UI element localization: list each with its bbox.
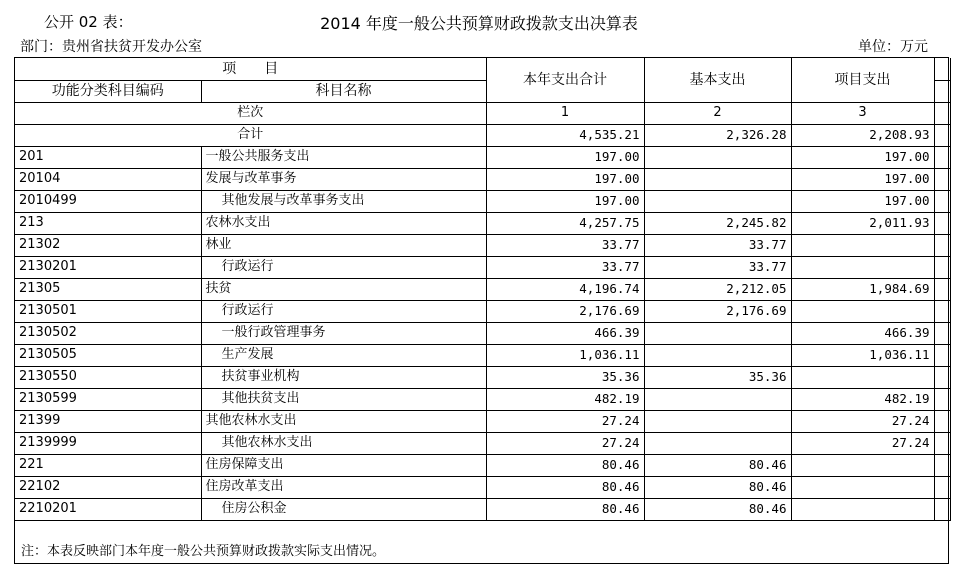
summary-project: 2,208.93 xyxy=(791,124,934,146)
table-row xyxy=(15,388,950,410)
blank-cell xyxy=(934,278,950,300)
row-project: 197.00 xyxy=(791,146,934,168)
row-name: 林业 xyxy=(201,234,486,256)
row-project xyxy=(791,300,934,322)
row-total: 27.24 xyxy=(486,410,644,432)
table-row xyxy=(15,190,950,212)
row-code: 201 xyxy=(15,146,201,168)
blank-cell xyxy=(934,102,950,124)
row-name: 其他农林水支出 xyxy=(201,432,486,454)
blank-cell xyxy=(934,212,950,234)
summary-basic: 2,326.28 xyxy=(644,124,791,146)
row-basic xyxy=(644,344,791,366)
row-total: 33.77 xyxy=(486,256,644,278)
code-header: 功能分类科目编码 xyxy=(15,80,201,102)
row-name: 扶贫 xyxy=(201,278,486,300)
blank-cell xyxy=(934,432,950,454)
index-project: 3 xyxy=(791,102,934,124)
row-name: 其他扶贫支出 xyxy=(201,388,486,410)
table-row xyxy=(15,234,950,256)
index-total: 1 xyxy=(486,102,644,124)
row-name: 住房公积金 xyxy=(201,498,486,520)
row-basic: 35.36 xyxy=(644,366,791,388)
row-code: 221 xyxy=(15,454,201,476)
row-project: 466.39 xyxy=(791,322,934,344)
row-name: 住房改革支出 xyxy=(201,476,486,498)
blank-cell xyxy=(934,344,950,366)
row-basic: 80.46 xyxy=(644,454,791,476)
row-name: 扶贫事业机构 xyxy=(201,366,486,388)
row-project: 2,011.93 xyxy=(791,212,934,234)
table-row xyxy=(15,212,950,234)
basic-header: 基本支出 xyxy=(644,58,791,102)
blank-cell xyxy=(934,322,950,344)
table-row xyxy=(15,256,950,278)
row-basic: 2,245.82 xyxy=(644,212,791,234)
row-basic xyxy=(644,322,791,344)
index-label: 栏次 xyxy=(15,102,486,124)
row-code: 2010499 xyxy=(15,190,201,212)
row-code: 21399 xyxy=(15,410,201,432)
row-total: 35.36 xyxy=(486,366,644,388)
blank-cell xyxy=(934,454,950,476)
row-name: 其他农林水支出 xyxy=(201,410,486,432)
row-code: 20104 xyxy=(15,168,201,190)
row-basic xyxy=(644,168,791,190)
row-name: 发展与改革事务 xyxy=(201,168,486,190)
row-code: 2130502 xyxy=(15,322,201,344)
table-row xyxy=(15,300,950,322)
table-row xyxy=(15,410,950,432)
row-total: 33.77 xyxy=(486,234,644,256)
row-total: 2,176.69 xyxy=(486,300,644,322)
blank-cell xyxy=(934,256,950,278)
name-header: 科目名称 xyxy=(201,80,486,102)
table-row xyxy=(15,168,950,190)
row-name: 一般行政管理事务 xyxy=(201,322,486,344)
row-code: 2130501 xyxy=(15,300,201,322)
table-code-label: 公开 02 表： xyxy=(44,13,133,31)
row-basic: 80.46 xyxy=(644,476,791,498)
row-code: 213 xyxy=(15,212,201,234)
row-project: 197.00 xyxy=(791,190,934,212)
row-name: 住房保障支出 xyxy=(201,454,486,476)
index-basic: 2 xyxy=(644,102,791,124)
page-title: 2014 年度一般公共预算财政拨款支出决算表 xyxy=(320,14,638,33)
row-code: 22102 xyxy=(15,476,201,498)
row-name: 农林水支出 xyxy=(201,212,486,234)
row-total: 4,257.75 xyxy=(486,212,644,234)
summary-total: 4,535.21 xyxy=(486,124,644,146)
row-name: 其他发展与改革事务支出 xyxy=(201,190,486,212)
summary-label: 合计 xyxy=(15,124,486,146)
row-total: 197.00 xyxy=(486,168,644,190)
blank-cell xyxy=(934,124,950,146)
item-header: 项 目 xyxy=(15,58,486,80)
row-project xyxy=(791,366,934,388)
row-basic: 33.77 xyxy=(644,256,791,278)
blank-cell xyxy=(934,476,950,498)
row-project: 482.19 xyxy=(791,388,934,410)
table-row xyxy=(15,146,950,168)
row-code: 2130550 xyxy=(15,366,201,388)
row-total: 80.46 xyxy=(486,454,644,476)
row-total: 4,196.74 xyxy=(486,278,644,300)
row-name: 行政运行 xyxy=(201,300,486,322)
row-project xyxy=(791,256,934,278)
row-total: 80.46 xyxy=(486,476,644,498)
row-basic xyxy=(644,388,791,410)
row-total: 482.19 xyxy=(486,388,644,410)
row-total: 27.24 xyxy=(486,432,644,454)
row-basic: 2,212.05 xyxy=(644,278,791,300)
blank-cell xyxy=(934,366,950,388)
row-total: 197.00 xyxy=(486,190,644,212)
blank-cell xyxy=(934,146,950,168)
blank-cell xyxy=(934,300,950,322)
table-row xyxy=(15,432,950,454)
row-basic: 33.77 xyxy=(644,234,791,256)
expenditure-sheet xyxy=(14,57,949,564)
table-row xyxy=(15,366,950,388)
row-basic: 2,176.69 xyxy=(644,300,791,322)
blank-cell xyxy=(934,58,950,80)
row-total: 80.46 xyxy=(486,498,644,520)
row-name: 行政运行 xyxy=(201,256,486,278)
row-project: 27.24 xyxy=(791,410,934,432)
row-code: 2130599 xyxy=(15,388,201,410)
row-total: 466.39 xyxy=(486,322,644,344)
expenditure-table xyxy=(15,58,951,521)
row-basic xyxy=(644,432,791,454)
table-row xyxy=(15,322,950,344)
row-basic xyxy=(644,410,791,432)
department-label: 部门：贵州省扶贫开发办公室 xyxy=(20,39,202,55)
blank-cell xyxy=(934,168,950,190)
blank-cell xyxy=(934,80,950,102)
row-code: 2130201 xyxy=(15,256,201,278)
blank-cell xyxy=(934,234,950,256)
row-code: 21305 xyxy=(15,278,201,300)
project-header: 项目支出 xyxy=(791,58,934,102)
table-row xyxy=(15,344,950,366)
total-header: 本年支出合计 xyxy=(486,58,644,102)
blank-cell xyxy=(934,190,950,212)
row-basic: 80.46 xyxy=(644,498,791,520)
footnote: 注：本表反映部门本年度一般公共预算财政拨款实际支出情况。 xyxy=(21,544,386,559)
row-project: 197.00 xyxy=(791,168,934,190)
row-project: 1,984.69 xyxy=(791,278,934,300)
row-code: 2139999 xyxy=(15,432,201,454)
blank-cell xyxy=(934,498,950,520)
unit-label: 单位：万元 xyxy=(858,39,928,55)
row-basic xyxy=(644,146,791,168)
table-row xyxy=(15,498,950,520)
row-code: 2130505 xyxy=(15,344,201,366)
row-total: 197.00 xyxy=(486,146,644,168)
row-total: 1,036.11 xyxy=(486,344,644,366)
row-code: 21302 xyxy=(15,234,201,256)
row-project xyxy=(791,498,934,520)
row-project: 1,036.11 xyxy=(791,344,934,366)
row-project xyxy=(791,476,934,498)
row-project xyxy=(791,454,934,476)
row-name: 生产发展 xyxy=(201,344,486,366)
row-project xyxy=(791,234,934,256)
row-project: 27.24 xyxy=(791,432,934,454)
row-code: 2210201 xyxy=(15,498,201,520)
blank-cell xyxy=(934,388,950,410)
table-row xyxy=(15,454,950,476)
row-basic xyxy=(644,190,791,212)
row-name: 一般公共服务支出 xyxy=(201,146,486,168)
blank-cell xyxy=(934,410,950,432)
table-row xyxy=(15,476,950,498)
table-row xyxy=(15,278,950,300)
